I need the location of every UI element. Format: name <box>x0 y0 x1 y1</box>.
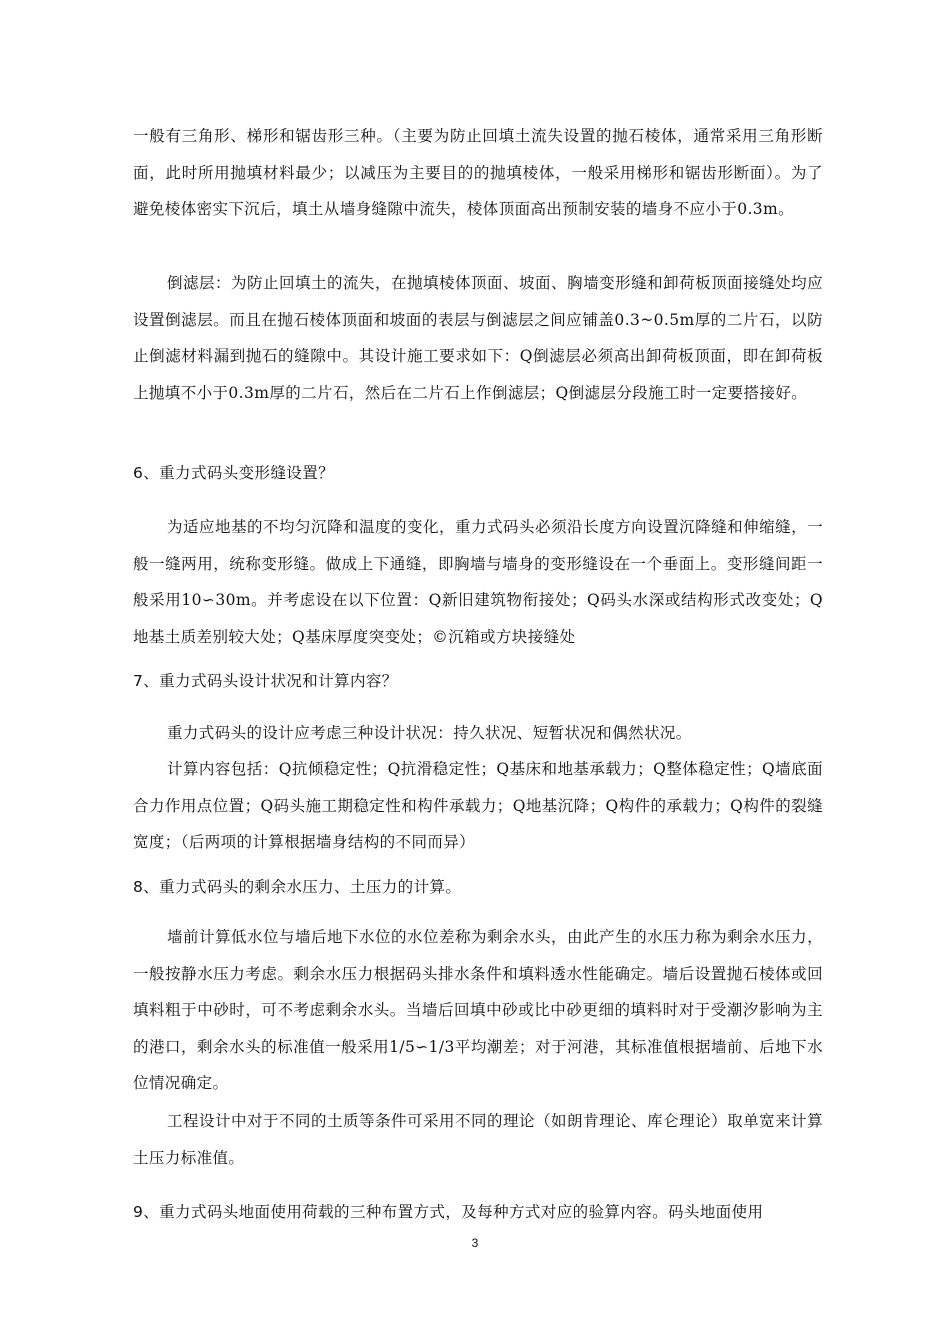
page-number: 3 <box>471 1236 479 1250</box>
paragraph-residual-water-pressure: 墙前计算低水位与墙后地下水位的水位差称为剩余水头，由此产生的水压力称为剩余水压力，一般按静水压力考虑。剩余水压力根据码头排水条件和填料透水性能确定。墙后设置抛石棱体或回填料粗于中砂时，可不考虑剩余水头。当墙后回填中砂或比中砂更细的填料时对于受潮汐影响为主的港口，剩余水头的标准值一般采用1/5∽1/3平均潮差；对于河港，其标准值根据墙前、后地下水位情况确定。 <box>133 928 823 1093</box>
heading-q9: 9、重力式码头地面使用荷载的三种布置方式，及每种方式对应的验算内容。码头地面使用 <box>133 1203 764 1221</box>
paragraph-prism-shapes: 一般有三角形、梯形和锯齿形三种。（主要为防止回填土流失设置的抛石棱体，通常采用三角形断面，此时所用抛填材料最少；以减压为主要目的的抛填棱体，一般采用梯形和锯齿形断面）。为了避免棱体密实下沉后，填土从墙身缝隙中流失，棱体顶面高出预制安装的墙身不应小于0.3m。 <box>133 127 823 219</box>
heading-q8: 8、重力式码头的剩余水压力、土压力的计算。 <box>133 878 462 896</box>
paragraph-design-situations: 重力式码头的设计应考虑三种设计状况：持久状况、短暂状况和偶然状况。 <box>167 724 692 742</box>
paragraph-filter-layer: 倒滤层：为防止回填土的流失，在抛填棱体顶面、坡面、胸墙变形缝和卸荷板顶面接缝处均应设置倒滤层。而且在抛石棱体顶面和坡面的表层与倒滤层之间应铺盖0.3~0.5m厚的二片石，以防止倒滤材料漏到抛石的缝隙中。其设计施工要求如下：Q倒滤层必须高出卸荷板顶面，即在卸荷板上抛填不小于0.3m厚的二片石，然后在二片石上作倒滤层；Q倒滤层分段施工时一定要搭接好。 <box>133 274 823 402</box>
heading-q7: 7、重力式码头设计状况和计算内容？ <box>133 672 398 690</box>
paragraph-expansion-joint: 为适应地基的不均匀沉降和温度的变化，重力式码头必须沿长度方向设置沉降缝和伸缩缝，一般一缝两用，统称变形缝。做成上下通缝，即胸墙与墙身的变形缝设在一个垂面上。变形缝间距一般采用10∽30m。并考虑设在以下位置：Q新旧建筑物衔接处；Q码头水深或结构形式改变处；Q地基土质差别较大处；Q基床厚度突变处；©沉箱或方块接缝处 <box>133 518 823 646</box>
paragraph-earth-pressure: 工程设计中对于不同的土质等条件可采用不同的理论（如朗肯理论、库仑理论）取单宽来计算土压力标准值。 <box>133 1112 823 1167</box>
heading-q6: 6、重力式码头变形缝设置？ <box>133 464 335 482</box>
paragraph-calculation-content: 计算内容包括：Q抗倾稳定性；Q抗滑稳定性；Q基床和地基承载力；Q整体稳定性；Q墙底面合力作用点位置；Q码头施工期稳定性和构件承载力；Q地基沉降；Q构件的承载力；Q构件的裂缝宽度；（后两项的计算根据墙身结构的不同而异） <box>133 760 823 852</box>
